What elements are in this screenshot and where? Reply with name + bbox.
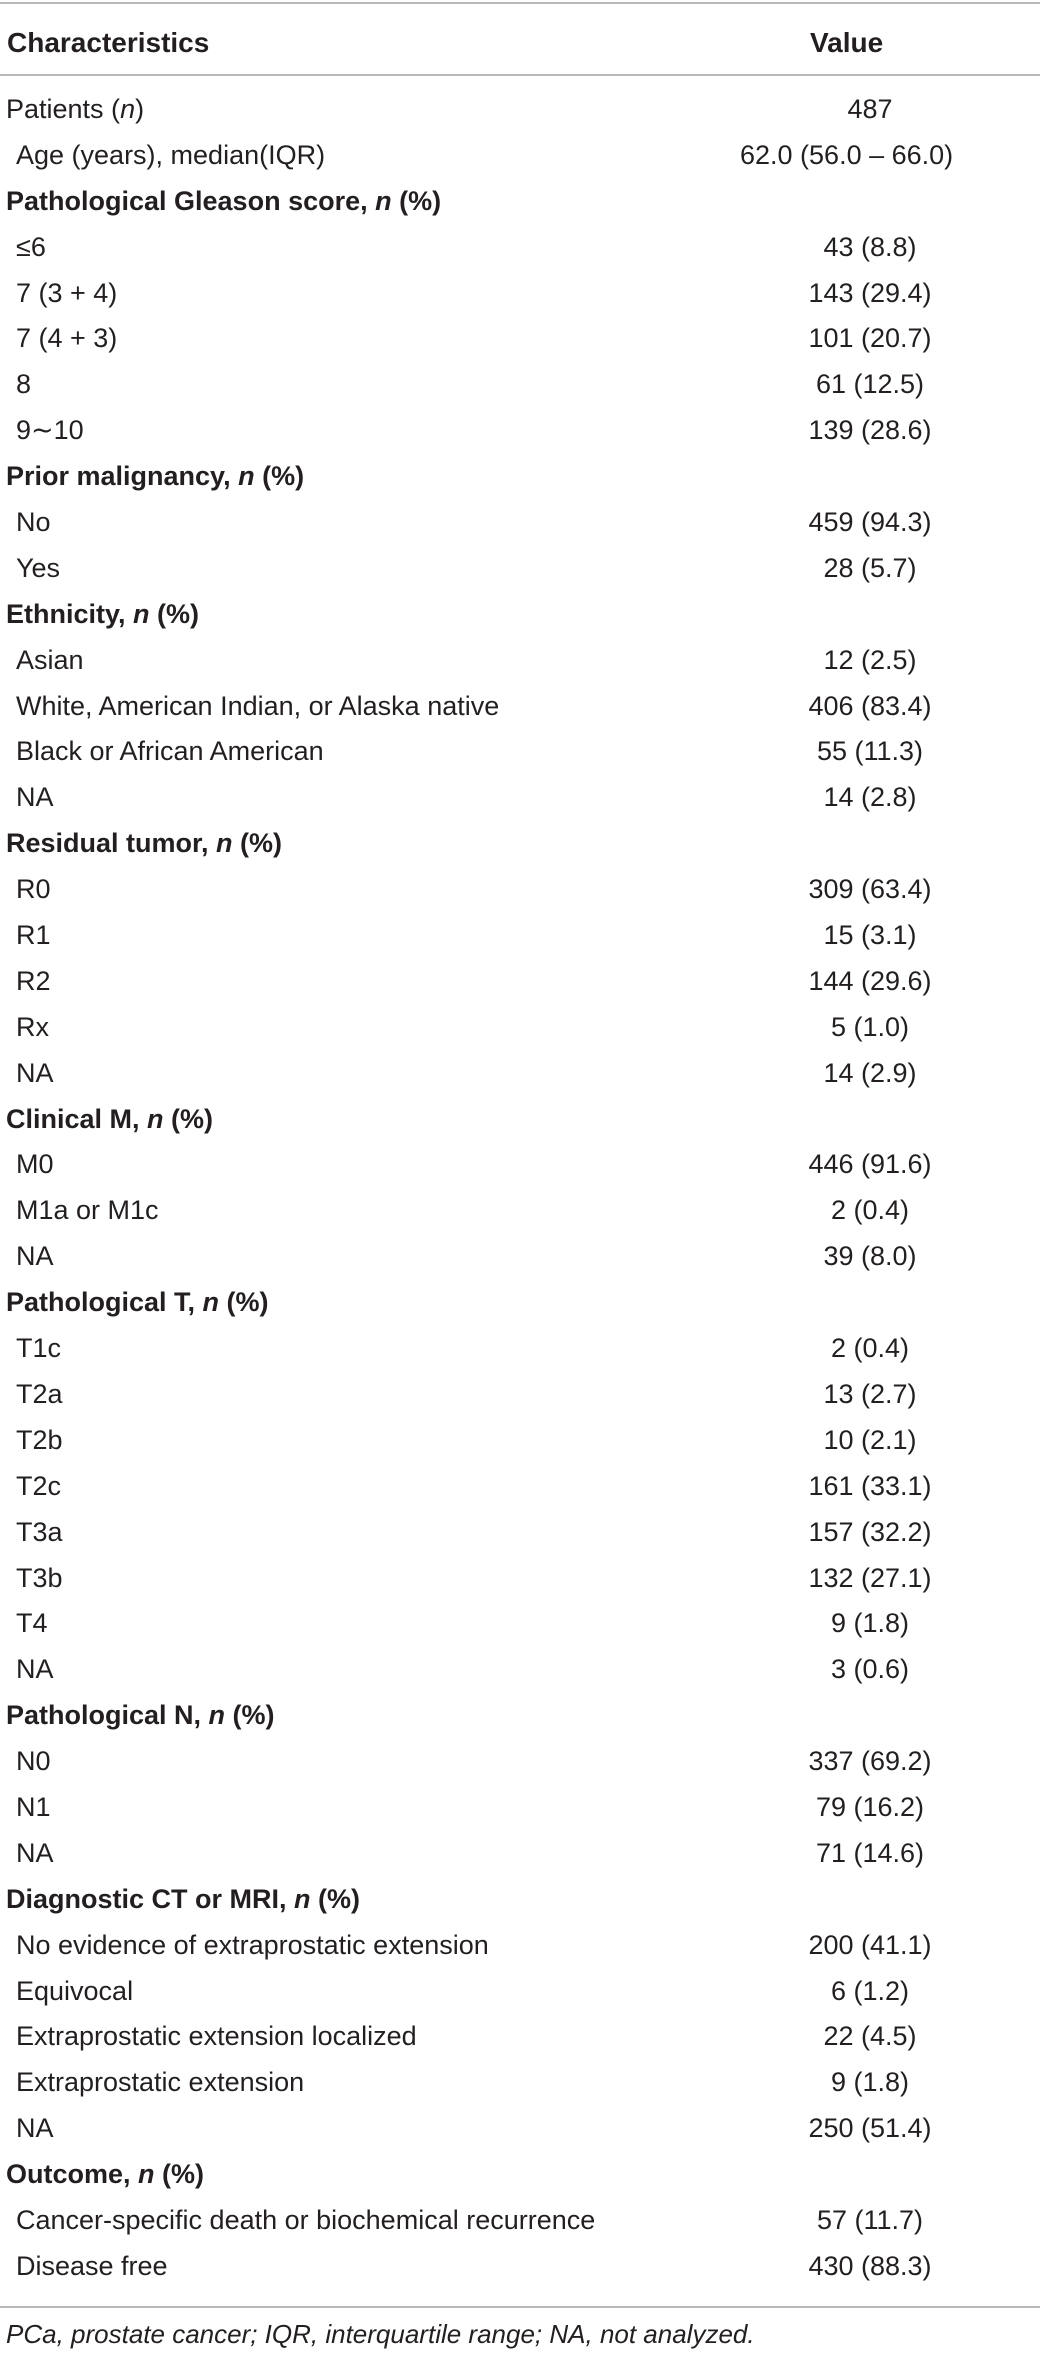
row-value: 250 (51.4) (808, 2113, 932, 2144)
row-value: 337 (69.2) (808, 1746, 932, 1777)
table-section-row (0, 823, 1040, 869)
table-row (0, 227, 1040, 273)
row-value: 14 (2.9) (823, 1057, 917, 1088)
row-value: 13 (2.7) (823, 1378, 917, 1409)
table-row (0, 1328, 1040, 1374)
table-section-row (0, 1282, 1040, 1328)
table-bottom-rule (0, 2306, 1040, 2308)
row-value: 22 (4.5) (823, 2021, 917, 2052)
row-value: 132 (27.1) (808, 1562, 932, 1593)
table-row (0, 869, 1040, 915)
row-value: 9 (1.8) (830, 1608, 910, 1639)
table-section-row (0, 594, 1040, 640)
table-row (0, 1007, 1040, 1053)
row-value: 406 (83.4) (808, 690, 932, 721)
row-value: 161 (33.1) (808, 1470, 932, 1501)
table-row (0, 961, 1040, 1007)
table-row (0, 1512, 1040, 1558)
table-row (0, 1787, 1040, 1833)
section-heading: Outcome, n (%) (6, 2159, 205, 2190)
row-label: 7 (3 + 4) (16, 277, 118, 308)
row-label: NA (16, 2113, 54, 2144)
row-label: NA (16, 782, 54, 813)
table-row (0, 2108, 1040, 2154)
table-section-row (0, 1695, 1040, 1741)
row-label: Black or African American (16, 736, 324, 767)
row-label: Age (years), median(IQR) (16, 139, 326, 170)
row-value: 12 (2.5) (823, 644, 917, 675)
table-row (0, 1466, 1040, 1512)
table-row (0, 1925, 1040, 1971)
table-row (0, 2062, 1040, 2108)
row-value: 459 (94.3) (808, 507, 932, 538)
section-heading: Residual tumor, n (%) (6, 828, 283, 859)
table-row (0, 1190, 1040, 1236)
table-header (0, 4, 1040, 74)
row-value: 200 (41.1) (808, 1929, 932, 1960)
row-label: Yes (16, 552, 61, 583)
table-row (0, 2016, 1040, 2062)
table-row (0, 318, 1040, 364)
row-value: 101 (20.7) (808, 323, 932, 354)
row-value: 5 (1.0) (830, 1011, 910, 1042)
table-row (0, 640, 1040, 686)
row-label: Patients (n) (6, 94, 145, 124)
table-row (0, 1833, 1040, 1879)
table-row (0, 135, 1040, 181)
table-row (0, 1053, 1040, 1099)
table-row (0, 89, 1040, 135)
row-value: 2 (0.4) (830, 1333, 910, 1364)
row-value: 79 (16.2) (815, 1791, 925, 1822)
table-row (0, 1649, 1040, 1695)
row-value: 6 (1.2) (830, 1975, 910, 2006)
row-value: 43 (8.8) (823, 231, 917, 262)
section-heading: Prior malignancy, n (%) (6, 461, 305, 492)
table-row (0, 502, 1040, 548)
row-value: 61 (12.5) (815, 369, 925, 400)
row-value: 3 (0.6) (830, 1654, 910, 1685)
table-row (0, 686, 1040, 732)
table-section-row (0, 181, 1040, 227)
section-heading: Pathological N, n (%) (6, 1700, 275, 1731)
table-row (0, 1236, 1040, 1282)
row-label: T2a (16, 1378, 63, 1409)
header-value: Value (810, 27, 884, 58)
row-label: T2c (16, 1470, 62, 1501)
row-label: M1a or M1c (16, 1195, 159, 1226)
row-label: Rx (16, 1011, 49, 1042)
header-characteristics: Characteristics (7, 27, 210, 58)
section-heading: Ethnicity, n (%) (6, 598, 200, 629)
row-value: 71 (14.6) (815, 1837, 925, 1868)
row-label: No (16, 507, 51, 538)
table-row (0, 731, 1040, 777)
table-row (0, 2246, 1040, 2292)
table-row (0, 1144, 1040, 1190)
row-label: T1c (16, 1333, 62, 1364)
table-row (0, 273, 1040, 319)
row-label: 9∼10 (16, 415, 84, 446)
row-label: T4 (16, 1608, 48, 1639)
table-row (0, 364, 1040, 410)
row-label: M0 (16, 1149, 54, 1180)
row-label: NA (16, 1057, 54, 1088)
row-value: 309 (63.4) (808, 874, 932, 905)
table-row (0, 1420, 1040, 1466)
row-label: 7 (4 + 3) (16, 323, 118, 354)
table-header-rule (0, 74, 1040, 76)
row-value: 39 (8.0) (823, 1241, 917, 1272)
row-label: T3b (16, 1562, 63, 1593)
row-label: ≤6 (16, 231, 46, 262)
table-row (0, 1603, 1040, 1649)
row-value: 14 (2.8) (823, 782, 917, 813)
row-value: 144 (29.6) (808, 965, 932, 996)
table-row (0, 2200, 1040, 2246)
table-row (0, 548, 1040, 594)
row-value: 143 (29.4) (808, 277, 932, 308)
table-section-row (0, 1879, 1040, 1925)
row-value: 10 (2.1) (823, 1424, 917, 1455)
row-value: 57 (11.7) (816, 2204, 924, 2235)
row-label: Cancer-specific death or biochemical recurrence (16, 2204, 596, 2235)
section-heading: Pathological Gleason score, n (%) (6, 185, 442, 216)
row-value: 157 (32.2) (808, 1516, 932, 1547)
table-row (0, 915, 1040, 961)
row-label: R2 (16, 965, 51, 996)
table-row (0, 410, 1040, 456)
row-label: NA (16, 1837, 54, 1868)
section-heading: Clinical M, n (%) (6, 1103, 214, 1134)
row-value: 55 (11.3) (816, 736, 924, 767)
row-label: 8 (16, 369, 32, 400)
table-row (0, 777, 1040, 823)
row-label: NA (16, 1241, 54, 1272)
row-label: T2b (16, 1424, 63, 1455)
row-value: 62.0 (56.0 – 66.0) (740, 139, 954, 170)
row-value: 139 (28.6) (808, 415, 932, 446)
row-label: R1 (16, 920, 51, 951)
table-row (0, 1971, 1040, 2017)
table-row (0, 1558, 1040, 1604)
row-value: 487 (847, 94, 893, 124)
row-label: Disease free (16, 2250, 168, 2281)
table-section-row (0, 2154, 1040, 2200)
row-value: 446 (91.6) (808, 1149, 932, 1180)
section-heading: Pathological T, n (%) (6, 1287, 269, 1318)
table-section-row (0, 1099, 1040, 1145)
row-value: 2 (0.4) (830, 1195, 910, 1226)
row-label: White, American Indian, or Alaska native (16, 690, 500, 721)
section-heading: Diagnostic CT or MRI, n (%) (6, 1883, 361, 1914)
row-label: Equivocal (16, 1975, 134, 2006)
row-label: N0 (16, 1746, 51, 1777)
row-label: Asian (16, 644, 84, 675)
row-label: No evidence of extraprostatic extension (16, 1929, 489, 1960)
table-section-row (0, 456, 1040, 502)
row-label: N1 (16, 1791, 51, 1822)
row-label: NA (16, 1654, 54, 1685)
table-row (0, 1741, 1040, 1787)
row-label: Extraprostatic extension (16, 2067, 305, 2098)
row-value: 9 (1.8) (830, 2067, 910, 2098)
table-footnote: PCa, prostate cancer; IQR, interquartile range; NA, not analyzed. (6, 2319, 755, 2349)
row-value: 15 (3.1) (823, 920, 917, 951)
table-body (0, 89, 1040, 2292)
row-value: 28 (5.7) (823, 552, 917, 583)
row-label: T3a (16, 1516, 63, 1547)
table-row (0, 1374, 1040, 1420)
row-value: 430 (88.3) (808, 2250, 932, 2281)
row-label: Extraprostatic extension localized (16, 2021, 417, 2052)
row-label: R0 (16, 874, 51, 905)
